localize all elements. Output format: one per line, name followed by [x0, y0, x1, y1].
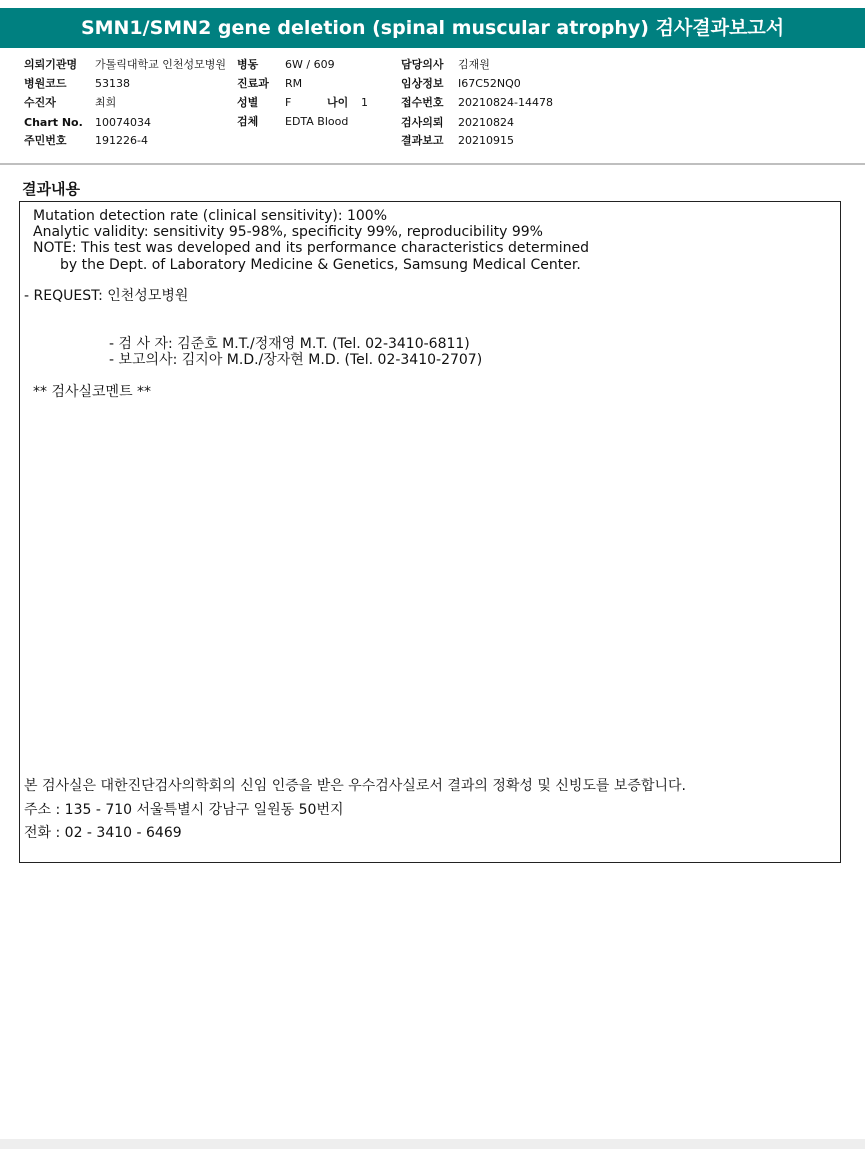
- report-title: SMN1/SMN2 gene deletion (spinal muscular atrophy) 검사결과보고서: [0, 8, 865, 48]
- field-label: 결과보고: [401, 134, 444, 147]
- field-value: RM: [285, 77, 303, 90]
- field-label: 의뢰기관명: [24, 58, 78, 71]
- field-value: I67C52NQ0: [458, 77, 521, 90]
- lab-comment-heading: ** 검사실코멘트 **: [33, 384, 152, 400]
- field-label: 검사의뢰: [401, 116, 444, 129]
- results-box: [19, 201, 841, 863]
- certification-statement: 본 검사실은 대한진단검사의학회의 신임 인증을 받은 우수검사실로서 결과의 정확성 및 신빙도를 보증합니다.: [24, 778, 686, 794]
- field-label: 검체: [237, 115, 259, 128]
- field-label: 진료과: [237, 77, 269, 90]
- field-value: F: [285, 96, 292, 109]
- field-label: 나이: [327, 96, 349, 109]
- field-label: 성별: [237, 96, 259, 109]
- results-section-title: 결과내용: [22, 180, 80, 198]
- result-line: NOTE: This test was developed and its performance characteristics determined: [33, 240, 589, 256]
- field-label: 임상정보: [401, 77, 444, 90]
- tester-line: - 검 사 자: 김준호 M.T./정재영 M.T. (Tel. 02-3410-6811): [109, 336, 470, 352]
- field-value: 10074034: [95, 116, 151, 129]
- field-value: 김재원: [458, 58, 490, 71]
- field-value: 6W / 609: [285, 58, 335, 71]
- field-label: 병원코드: [24, 77, 67, 90]
- result-line: Mutation detection rate (clinical sensitivity): 100%: [33, 208, 388, 224]
- request-line: - REQUEST: 인천성모병원: [24, 288, 189, 304]
- field-label: 수진자: [24, 96, 56, 109]
- field-value: 53138: [95, 77, 130, 90]
- field-label: 병동: [237, 58, 259, 71]
- result-line: by the Dept. of Laboratory Medicine & Genetics, Samsung Medical Center.: [60, 257, 581, 273]
- field-label: 주민번호: [24, 134, 67, 147]
- reporter-line: - 보고의사: 김지아 M.D./장자현 M.D. (Tel. 02-3410-2707): [109, 352, 483, 368]
- field-value: 20210915: [458, 134, 514, 147]
- page-bottom-bar: [0, 1139, 865, 1149]
- field-value: 1: [361, 96, 368, 109]
- field-value: EDTA Blood: [285, 115, 349, 128]
- field-value: 최희: [95, 96, 117, 109]
- field-value: 가톨릭대학교 인천성모병원: [95, 58, 227, 71]
- phone-line: 전화 : 02 - 3410 - 6469: [24, 825, 182, 841]
- field-value: 191226-4: [95, 134, 148, 147]
- address-line: 주소 : 135 - 710 서울특별시 강남구 일원동 50번지: [24, 802, 344, 818]
- field-value: 20210824: [458, 116, 514, 129]
- field-label: Chart No.: [24, 116, 83, 129]
- result-line: Analytic validity: sensitivity 95-98%, specificity 99%, reproducibility 99%: [33, 224, 543, 240]
- field-label: 접수번호: [401, 96, 444, 109]
- field-label: 담당의사: [401, 58, 444, 71]
- field-value: 20210824-14478: [458, 96, 553, 109]
- header-divider: [0, 163, 865, 165]
